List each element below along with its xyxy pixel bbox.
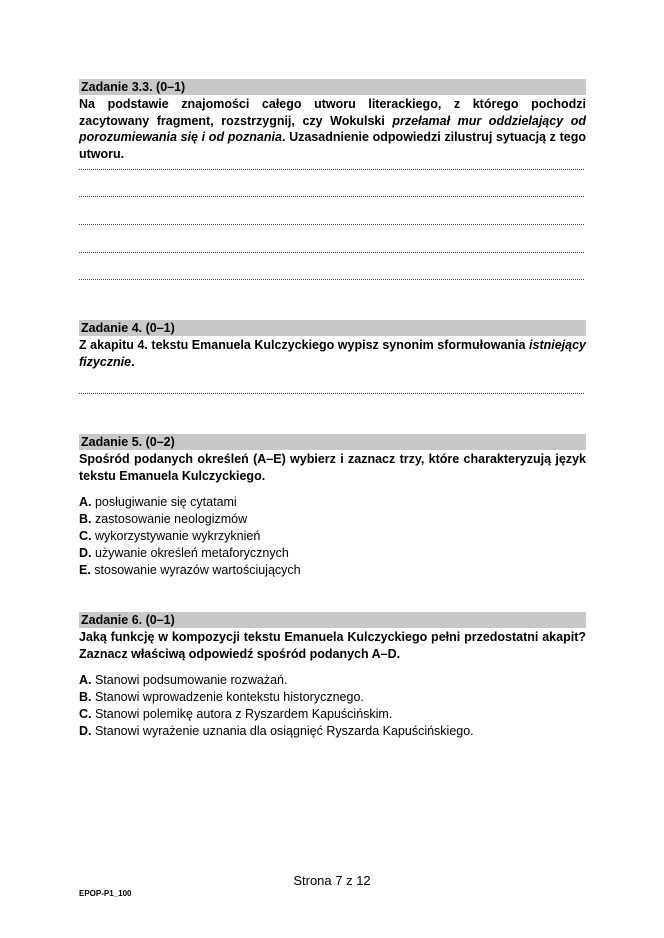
option-d[interactable]: D. używanie określeń metaforycznych bbox=[79, 546, 289, 560]
exam-code: EPOP-P1_100 bbox=[79, 889, 132, 898]
options-list bbox=[79, 494, 586, 579]
task-5 bbox=[79, 434, 586, 579]
task-prompt: Jaką funkcję w kompozycji tekstu Emanuela Kulczyckiego pełni przedostatni akapit? Zaznacz właściwą odpowiedź spośród podanych A–D. bbox=[79, 630, 586, 661]
task-prompt: Z akapitu 4. tekstu Emanuela Kulczyckiego wypisz synonim sformułowania istniejący fizycznie. bbox=[79, 338, 586, 369]
option-b[interactable]: B. zastosowanie neologizmów bbox=[79, 512, 248, 526]
answer-line[interactable] bbox=[79, 252, 584, 253]
option-e[interactable]: E. stosowanie wyrazów wartościujących bbox=[79, 563, 301, 577]
option-a[interactable]: A. Stanowi podsumowanie rozważań. bbox=[79, 673, 288, 687]
option-b[interactable]: B. Stanowi wprowadzenie kontekstu historycznego. bbox=[79, 690, 364, 704]
task-header: Zadanie 3.3. (0–1) bbox=[79, 79, 586, 95]
task-header: Zadanie 4. (0–1) bbox=[79, 320, 586, 336]
task-header: Zadanie 6. (0–1) bbox=[79, 612, 586, 628]
option-c[interactable]: C. Stanowi polemikę autora z Ryszardem Kapuścińskim. bbox=[79, 707, 393, 721]
task-4 bbox=[79, 320, 586, 370]
option-c[interactable]: C. wykorzystywanie wykrzyknień bbox=[79, 529, 261, 543]
answer-line[interactable] bbox=[79, 169, 584, 170]
option-d[interactable]: D. Stanowi wyrażenie uznania dla osiągnięć Ryszarda Kapuścińskiego. bbox=[79, 724, 474, 738]
task-prompt: Spośród podanych określeń (A–E) wybierz i zaznacz trzy, które charakteryzują język tekstu Emanuela Kulczyckiego. bbox=[79, 452, 586, 483]
option-a[interactable]: A. posługiwanie się cytatami bbox=[79, 495, 237, 509]
task-prompt: Na podstawie znajomości całego utworu literackiego, z którego pochodzi zacytowany fragment, rozstrzygnij, czy Wokulski przełamał mur oddzielający od porozumiewania się i od poznania. Uzasadnienie odpowiedzi zilustruj sytuacją z tego utworu. bbox=[79, 97, 586, 161]
answer-line[interactable] bbox=[79, 393, 584, 394]
options-list bbox=[79, 672, 586, 740]
answer-line[interactable] bbox=[79, 196, 584, 197]
answer-line[interactable] bbox=[79, 224, 584, 225]
answer-line[interactable] bbox=[79, 279, 584, 280]
task-header: Zadanie 5. (0–2) bbox=[79, 434, 586, 450]
task-6 bbox=[79, 612, 586, 740]
page-number: Strona 7 z 12 bbox=[293, 873, 371, 888]
task-3-3 bbox=[79, 79, 586, 162]
